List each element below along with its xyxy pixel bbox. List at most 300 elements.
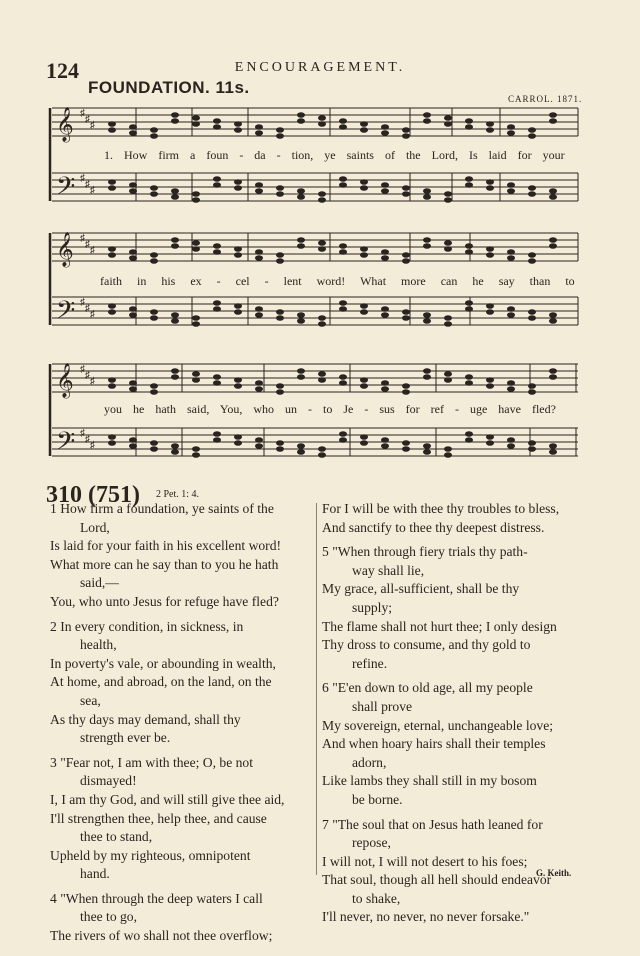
- note-head: [129, 249, 137, 255]
- note-head: [423, 449, 431, 455]
- note-head: [192, 315, 200, 321]
- verse-line: What more can he say than to you he hath: [50, 556, 279, 572]
- note-head: [171, 374, 179, 380]
- section-title: ENCOURAGEMENT.: [234, 60, 406, 75]
- note-head: [423, 118, 431, 124]
- note-head: [297, 243, 305, 249]
- note-head: [108, 179, 116, 185]
- note-head: [486, 252, 494, 258]
- note-head: [318, 446, 326, 452]
- note-head: [339, 306, 347, 312]
- verse-line: to shake,: [352, 890, 401, 906]
- column-divider: [316, 503, 317, 875]
- note-head: [171, 112, 179, 118]
- note-head: [465, 374, 473, 380]
- clef-icon: 𝄞: [56, 363, 74, 398]
- note-head: [255, 306, 263, 312]
- note-head: [549, 188, 557, 194]
- note-head: [549, 443, 557, 449]
- note-head: [255, 182, 263, 188]
- note-head: [465, 437, 473, 443]
- verse-line: I'll never, no never, no never forsake.": [322, 909, 530, 925]
- note-head: [318, 452, 326, 458]
- note-head: [255, 255, 263, 261]
- verse-line: That soul, though all hell should endeavor: [322, 872, 552, 888]
- note-head: [507, 188, 515, 194]
- note-head: [108, 246, 116, 252]
- note-head: [465, 380, 473, 386]
- note-head: [234, 303, 242, 309]
- note-head: [171, 237, 179, 243]
- sharp-icon: ♯: [90, 245, 95, 256]
- note-head: [423, 112, 431, 118]
- note-head: [381, 188, 389, 194]
- scripture-reference: 2 Pet. 1: 4.: [156, 489, 200, 500]
- note-head: [192, 115, 200, 121]
- note-head: [297, 318, 305, 324]
- note-head: [549, 374, 557, 380]
- note-head: [255, 249, 263, 255]
- note-head: [108, 434, 116, 440]
- note-head: [171, 443, 179, 449]
- note-head: [339, 176, 347, 182]
- verse-line: Upheld by my righteous, omnipotent: [50, 847, 251, 863]
- note-head: [150, 133, 158, 139]
- verse-line: 1 How firm a foundation, ye saints of the: [50, 501, 274, 516]
- note-head: [486, 179, 494, 185]
- note-head: [486, 303, 494, 309]
- note-head: [507, 312, 515, 318]
- music-lyric-line: you he hath said, You, who un - to Je - sus for ref - uge have fled?: [104, 402, 556, 416]
- note-head: [129, 188, 137, 194]
- note-head: [297, 237, 305, 243]
- note-head: [213, 243, 221, 249]
- note-head: [213, 124, 221, 130]
- note-head: [129, 124, 137, 130]
- note-head: [360, 246, 368, 252]
- note-head: [402, 252, 410, 258]
- note-head: [192, 446, 200, 452]
- note-head: [444, 452, 452, 458]
- sharp-icon: ♯: [90, 309, 95, 320]
- note-head: [507, 249, 515, 255]
- note-head: [402, 440, 410, 446]
- sharp-icon: ♯: [85, 114, 90, 125]
- note-head: [213, 176, 221, 182]
- note-head: [318, 191, 326, 197]
- verse-line: hand.: [80, 866, 110, 882]
- music-lyric-line: faith in his ex - cel - lent word! What more can he say than to: [100, 274, 575, 288]
- note-head: [234, 185, 242, 191]
- note-head: [276, 185, 284, 191]
- note-head: [339, 124, 347, 130]
- note-head: [423, 188, 431, 194]
- verse-line: 3 "Fear not, I am with thee; O, be not: [50, 754, 253, 770]
- note-head: [528, 258, 536, 264]
- note-head: [297, 312, 305, 318]
- note-head: [549, 449, 557, 455]
- note-head: [423, 237, 431, 243]
- verse-line: Like lambs they shall still in my bosom: [322, 773, 537, 789]
- note-head: [528, 389, 536, 395]
- verse-line: The flame shall not hurt thee; I only design: [322, 618, 557, 634]
- clef-icon: 𝄢: [56, 427, 76, 462]
- verse-line: 2 In every condition, in sickness, in: [50, 618, 244, 634]
- note-head: [192, 197, 200, 203]
- verse-line: You, who unto Jesus for refuge have fled?: [50, 593, 279, 609]
- note-head: [402, 191, 410, 197]
- verse-line: 5 "When through fiery trials thy path-: [322, 544, 528, 560]
- note-head: [360, 179, 368, 185]
- verse-line: said,—: [80, 575, 119, 591]
- note-head: [528, 185, 536, 191]
- note-head: [339, 249, 347, 255]
- note-head: [360, 440, 368, 446]
- note-head: [255, 386, 263, 392]
- note-head: [150, 185, 158, 191]
- note-head: [423, 368, 431, 374]
- note-head: [444, 371, 452, 377]
- note-head: [549, 118, 557, 124]
- note-head: [444, 246, 452, 252]
- note-head: [150, 309, 158, 315]
- note-head: [255, 380, 263, 386]
- verse-line: As thy days may demand, shall thy: [50, 711, 241, 727]
- note-head: [129, 182, 137, 188]
- note-head: [129, 130, 137, 136]
- note-head: [402, 185, 410, 191]
- note-head: [150, 258, 158, 264]
- note-head: [108, 383, 116, 389]
- note-head: [234, 179, 242, 185]
- note-head: [150, 252, 158, 258]
- sharp-icon: ♯: [80, 297, 85, 308]
- verse-line: And when hoary hairs shall their temples: [322, 736, 546, 752]
- note-head: [213, 249, 221, 255]
- note-head: [318, 371, 326, 377]
- note-head: [528, 383, 536, 389]
- clef-icon: 𝄢: [56, 172, 76, 207]
- note-head: [318, 115, 326, 121]
- verse-line: adorn,: [352, 754, 387, 770]
- note-head: [108, 127, 116, 133]
- note-head: [108, 252, 116, 258]
- clef-icon: 𝄞: [56, 107, 74, 142]
- note-head: [192, 191, 200, 197]
- sharp-icon: ♯: [90, 376, 95, 387]
- note-head: [423, 443, 431, 449]
- note-head: [465, 249, 473, 255]
- note-head: [234, 383, 242, 389]
- note-head: [339, 300, 347, 306]
- note-head: [507, 443, 515, 449]
- note-head: [339, 374, 347, 380]
- note-head: [339, 243, 347, 249]
- note-head: [360, 252, 368, 258]
- note-head: [528, 446, 536, 452]
- note-head: [402, 446, 410, 452]
- note-head: [423, 318, 431, 324]
- note-head: [486, 185, 494, 191]
- verse-line: I'll strengthen thee, help thee, and cause: [50, 810, 267, 826]
- note-head: [444, 446, 452, 452]
- verse-line: At home, and abroad, on the land, on the: [50, 674, 272, 690]
- note-head: [192, 321, 200, 327]
- note-head: [381, 255, 389, 261]
- note-head: [108, 377, 116, 383]
- verse-line: health,: [80, 637, 117, 653]
- note-head: [486, 383, 494, 389]
- verse-line: strength ever be.: [80, 730, 171, 746]
- note-head: [234, 246, 242, 252]
- note-head: [192, 240, 200, 246]
- tune-composer: CARROL. 1871.: [508, 94, 583, 104]
- note-head: [276, 389, 284, 395]
- note-head: [549, 112, 557, 118]
- verse-line: supply;: [352, 599, 393, 615]
- note-head: [171, 368, 179, 374]
- note-head: [318, 315, 326, 321]
- note-head: [297, 112, 305, 118]
- note-head: [192, 246, 200, 252]
- sharp-icon: ♯: [90, 120, 95, 131]
- note-head: [276, 446, 284, 452]
- note-head: [129, 306, 137, 312]
- note-head: [528, 133, 536, 139]
- sharp-icon: ♯: [80, 173, 85, 184]
- verse-line: Thy dross to consume, and thy gold to: [322, 637, 531, 653]
- note-head: [213, 118, 221, 124]
- note-head: [486, 121, 494, 127]
- note-head: [150, 383, 158, 389]
- sharp-icon: ♯: [90, 185, 95, 196]
- note-head: [549, 237, 557, 243]
- note-head: [444, 121, 452, 127]
- note-head: [318, 321, 326, 327]
- note-head: [423, 194, 431, 200]
- note-head: [234, 121, 242, 127]
- verse-line: sea,: [80, 692, 101, 708]
- note-head: [108, 440, 116, 446]
- note-head: [465, 431, 473, 437]
- note-head: [129, 380, 137, 386]
- tune-name: FOUNDATION. 11s.: [88, 78, 250, 97]
- note-head: [339, 437, 347, 443]
- note-head: [444, 377, 452, 383]
- sharp-icon: ♯: [85, 370, 90, 381]
- note-head: [171, 118, 179, 124]
- verse-line: The rivers of wo shall not thee overflow;: [50, 928, 273, 944]
- note-head: [549, 312, 557, 318]
- note-head: [150, 440, 158, 446]
- note-head: [129, 443, 137, 449]
- note-head: [108, 121, 116, 127]
- note-head: [192, 377, 200, 383]
- verse-line: My grace, all-sufficient, shall be thy: [322, 581, 520, 597]
- note-head: [171, 318, 179, 324]
- note-head: [318, 197, 326, 203]
- note-head: [129, 255, 137, 261]
- note-head: [255, 437, 263, 443]
- verse-line: For I will be with thee thy troubles to bless,: [322, 501, 560, 516]
- verse-column-right: [322, 500, 578, 927]
- note-head: [234, 377, 242, 383]
- note-head: [171, 188, 179, 194]
- verse-line: I will not, I will not desert to his foes;: [322, 853, 528, 869]
- note-head: [255, 312, 263, 318]
- note-head: [276, 383, 284, 389]
- note-head: [318, 377, 326, 383]
- verse-line: And sanctify to thee thy deepest distress.: [322, 519, 545, 535]
- note-head: [339, 431, 347, 437]
- note-head: [507, 130, 515, 136]
- note-head: [549, 368, 557, 374]
- verse-line: 7 "The soul that on Jesus hath leaned for: [322, 816, 543, 832]
- note-head: [108, 303, 116, 309]
- note-head: [423, 243, 431, 249]
- note-head: [381, 437, 389, 443]
- note-head: [444, 115, 452, 121]
- note-head: [549, 243, 557, 249]
- note-head: [465, 182, 473, 188]
- note-head: [402, 127, 410, 133]
- note-head: [192, 121, 200, 127]
- note-head: [528, 309, 536, 315]
- note-head: [465, 118, 473, 124]
- note-head: [528, 315, 536, 321]
- note-head: [255, 130, 263, 136]
- note-head: [465, 176, 473, 182]
- note-head: [234, 252, 242, 258]
- note-head: [528, 252, 536, 258]
- note-head: [465, 243, 473, 249]
- note-head: [507, 182, 515, 188]
- clef-icon: 𝄞: [56, 232, 74, 267]
- note-head: [255, 443, 263, 449]
- note-head: [276, 309, 284, 315]
- note-head: [213, 374, 221, 380]
- note-head: [381, 443, 389, 449]
- note-head: [444, 191, 452, 197]
- sharp-icon: ♯: [80, 364, 85, 375]
- sharp-icon: ♯: [85, 179, 90, 190]
- sharp-icon: ♯: [85, 434, 90, 445]
- verse-line: 6 "E'en down to old age, all my people: [322, 680, 533, 696]
- note-head: [402, 309, 410, 315]
- note-head: [528, 127, 536, 133]
- sharp-icon: ♯: [80, 108, 85, 119]
- note-head: [255, 124, 263, 130]
- note-head: [444, 197, 452, 203]
- note-head: [381, 306, 389, 312]
- verse-line: In poverty's vale, or abounding in wealth,: [50, 655, 276, 671]
- verse-line: refine.: [352, 655, 388, 671]
- note-head: [507, 255, 515, 261]
- note-head: [276, 133, 284, 139]
- note-head: [360, 303, 368, 309]
- note-head: [402, 383, 410, 389]
- note-head: [549, 194, 557, 200]
- note-head: [507, 380, 515, 386]
- note-head: [150, 191, 158, 197]
- hymn-number: 310 (751): [46, 482, 140, 508]
- note-head: [108, 309, 116, 315]
- note-head: [360, 127, 368, 133]
- note-head: [381, 386, 389, 392]
- note-head: [486, 434, 494, 440]
- note-head: [276, 127, 284, 133]
- note-head: [297, 194, 305, 200]
- sharp-icon: ♯: [80, 233, 85, 244]
- note-head: [318, 121, 326, 127]
- note-head: [486, 127, 494, 133]
- note-head: [381, 380, 389, 386]
- note-head: [129, 312, 137, 318]
- note-head: [234, 440, 242, 446]
- note-head: [129, 386, 137, 392]
- note-head: [234, 434, 242, 440]
- sharp-icon: ♯: [85, 303, 90, 314]
- note-head: [213, 306, 221, 312]
- note-head: [339, 118, 347, 124]
- verse-column-left: [50, 500, 312, 946]
- note-head: [276, 191, 284, 197]
- note-head: [360, 434, 368, 440]
- note-head: [213, 437, 221, 443]
- note-head: [213, 380, 221, 386]
- note-head: [381, 182, 389, 188]
- note-head: [381, 130, 389, 136]
- note-head: [150, 315, 158, 321]
- note-head: [444, 321, 452, 327]
- note-head: [360, 383, 368, 389]
- note-head: [486, 309, 494, 315]
- note-head: [318, 246, 326, 252]
- note-head: [465, 306, 473, 312]
- note-head: [192, 371, 200, 377]
- note-head: [360, 309, 368, 315]
- note-head: [465, 300, 473, 306]
- verse-line: Lord,: [80, 519, 110, 535]
- note-head: [171, 243, 179, 249]
- sharp-icon: ♯: [85, 239, 90, 250]
- note-head: [171, 312, 179, 318]
- note-head: [402, 315, 410, 321]
- note-head: [276, 315, 284, 321]
- note-head: [234, 127, 242, 133]
- note-head: [507, 437, 515, 443]
- verse-line: I, I am thy God, and will still give thee aid,: [50, 791, 285, 807]
- verse-line: shall prove: [352, 698, 413, 714]
- note-head: [150, 127, 158, 133]
- note-head: [276, 440, 284, 446]
- note-head: [360, 121, 368, 127]
- note-head: [297, 443, 305, 449]
- note-head: [528, 440, 536, 446]
- verse-line: thee to go,: [80, 909, 138, 925]
- verse-line: thee to stand,: [80, 829, 153, 845]
- note-head: [402, 389, 410, 395]
- note-head: [108, 185, 116, 191]
- note-head: [444, 240, 452, 246]
- note-head: [465, 124, 473, 130]
- note-head: [339, 182, 347, 188]
- note-head: [507, 306, 515, 312]
- note-head: [171, 449, 179, 455]
- page-number: 124: [46, 58, 79, 83]
- note-head: [276, 252, 284, 258]
- note-head: [360, 377, 368, 383]
